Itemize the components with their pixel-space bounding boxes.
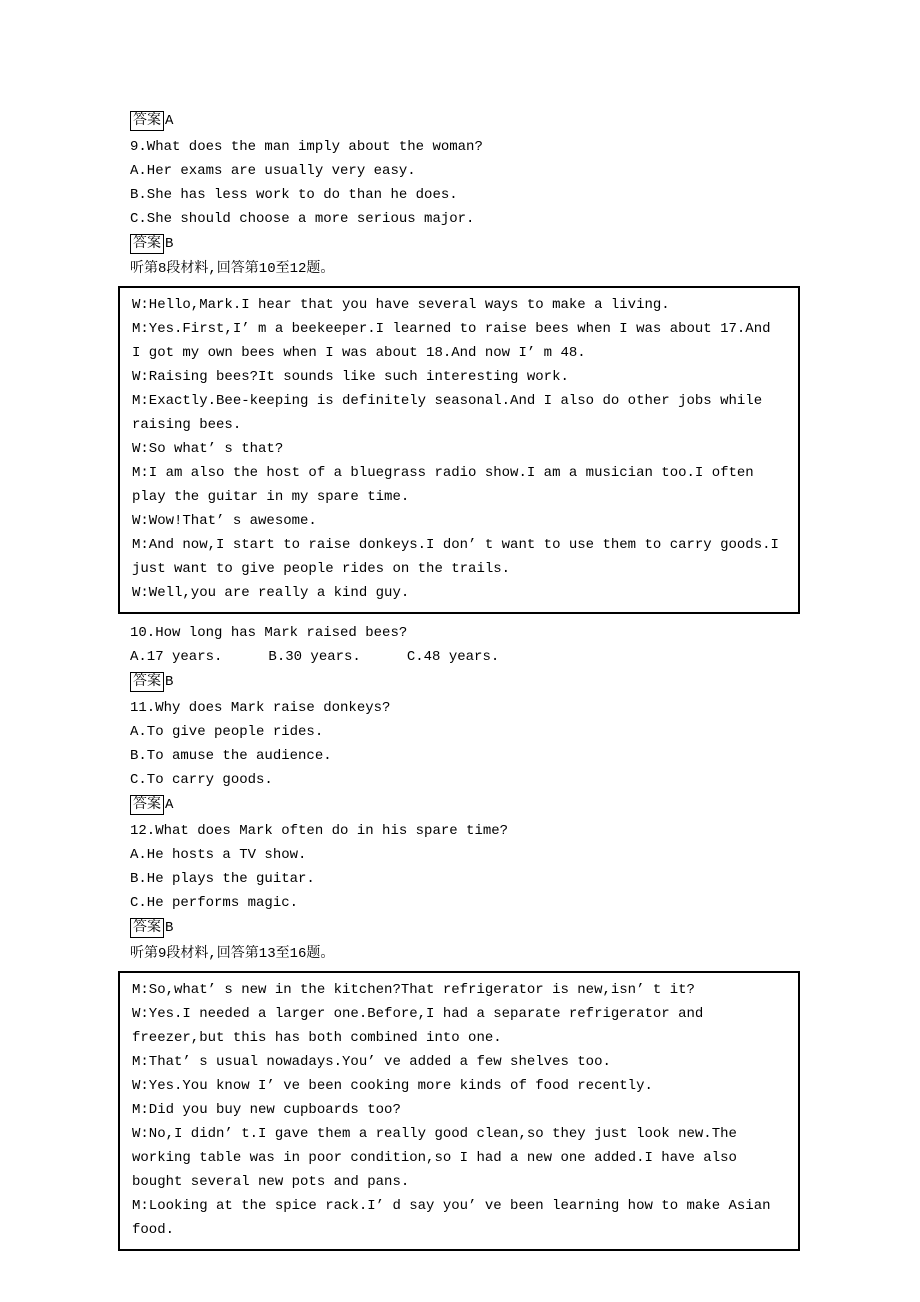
option-line: B.He plays the guitar. — [130, 870, 315, 887]
answer-line — [130, 916, 820, 941]
option-line: C.She should choose a more serious major. — [130, 210, 475, 227]
dialogue-line: W:So what’ s that? — [132, 441, 284, 458]
dialogue-line: M:That’ s usual nowadays.You’ ve added a few shelves too. — [132, 1053, 611, 1070]
dialogue-line: M:So,what’ s new in the kitchen?That refrigerator is new,isn’ t it? — [132, 981, 695, 998]
option-item: A.17 years. — [130, 649, 223, 666]
dialogue-line: M:Exactly.Bee-keeping is definitely seasonal.And I also do other jobs while raising bees. — [132, 393, 771, 434]
answer-line — [130, 109, 820, 134]
dialogue-box — [118, 286, 800, 614]
option-line: C.To carry goods. — [130, 772, 273, 789]
question-line: 11.Why does Mark raise donkeys? — [130, 700, 391, 717]
question-line: 9.What does the man imply about the woman? — [130, 138, 483, 155]
answer-value: B — [165, 919, 174, 936]
option-line: A.He hosts a TV show. — [130, 846, 307, 863]
dialogue-box — [118, 971, 800, 1251]
answer-value: B — [165, 674, 174, 691]
dialogue-line: M:Looking at the spice rack.I’ d say you’ ve been learning how to make Asian food. — [132, 1197, 779, 1238]
answer-label-box: 答案 — [130, 672, 164, 692]
dialogue-line: M:Did you buy new cupboards too? — [132, 1101, 401, 1118]
dialogue-line: W:Well,you are really a kind guy. — [132, 585, 410, 602]
option-line: B.She has less work to do than he does. — [130, 186, 458, 203]
answer-line — [130, 670, 820, 695]
dialogue-line: M:And now,I start to raise donkeys.I don’ t want to use them to carry goods.I just want to give people rides on the trails. — [132, 537, 788, 578]
dialogue-line: W:Wow!That’ s awesome. — [132, 513, 317, 530]
question-line: 12.What does Mark often do in his spare time? — [130, 822, 509, 839]
dialogue-line: W:Hello,Mark.I hear that you have several ways to make a living. — [132, 297, 670, 314]
option-item: B.30 years. — [268, 649, 361, 666]
dialogue-line: W:Yes.You know I’ ve been cooking more kinds of food recently. — [132, 1077, 653, 1094]
option-line: C.He performs magic. — [130, 894, 299, 911]
answer-value: A — [165, 797, 174, 814]
instruction-line: 听第9段材料,回答第13至16题。 — [130, 945, 335, 962]
dialogue-line: W:No,I didn’ t.I gave them a really good clean,so they just look new.The working table was in poor condition,so I had a new one added.I have also bought several new pots and pans. — [132, 1125, 746, 1190]
dialogue-line: W:Raising bees?It sounds like such interesting work. — [132, 369, 569, 386]
question-line: 10.How long has Mark raised bees? — [130, 625, 408, 642]
answer-line — [130, 232, 820, 257]
answer-label-box: 答案 — [130, 918, 164, 938]
dialogue-line: M:Yes.First,I’ m a beekeeper.I learned to raise bees when I was about 17.And I got my own bees when I was about 18.And now I’ m 48. — [132, 321, 779, 362]
option-line: B.To amuse the audience. — [130, 748, 332, 765]
answer-label-box: 答案 — [130, 111, 164, 131]
option-line: A.Her exams are usually very easy. — [130, 162, 416, 179]
answer-line — [130, 793, 820, 818]
answer-value: A — [165, 113, 174, 129]
document-content — [130, 109, 820, 1251]
option-line: A.To give people rides. — [130, 724, 324, 741]
answer-label-box: 答案 — [130, 234, 164, 254]
options-row — [130, 645, 820, 669]
option-item: C.48 years. — [406, 649, 500, 666]
instruction-line: 听第8段材料,回答第10至12题。 — [130, 261, 335, 278]
dialogue-line: M:I am also the host of a bluegrass radio show.I am a musician too.I often play the guitar in my spare time. — [132, 465, 763, 506]
answer-value: B — [165, 235, 174, 252]
dialogue-line: W:Yes.I needed a larger one.Before,I had a separate refrigerator and freezer,but this has both combined into one. — [132, 1005, 712, 1046]
answer-label-box: 答案 — [130, 795, 164, 815]
